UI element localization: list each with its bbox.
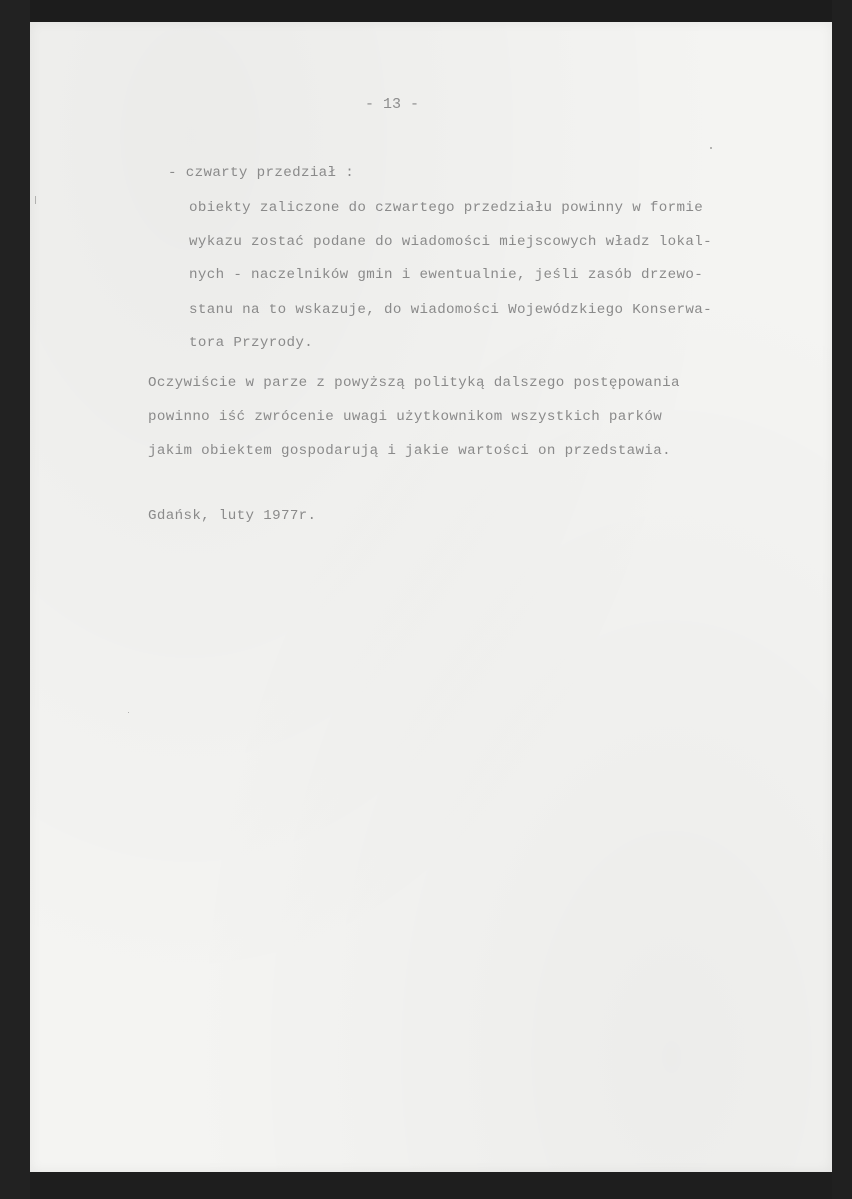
text-line: obiekty zaliczone do czwartego przedziału powinny w formie (189, 200, 704, 216)
scan-speck (710, 147, 712, 149)
text-line: powinno iść zwrócenie uwagi użytkownikom wszystkich parków (148, 409, 663, 425)
text-line: nych - naczelników gmin i ewentualnie, jeśli zasób drzewo- (189, 267, 704, 283)
text-line: jakim obiektem gospodarują i jakie wartości on przedstawia. (148, 443, 671, 459)
scan-speck (128, 712, 129, 713)
document-page (30, 22, 832, 1172)
text-line: stanu na to wskazuje, do wiadomości Wojewódzkiego Konserwa- (189, 302, 712, 318)
text-line: tora Przyrody. (189, 335, 314, 351)
place-date-line: Gdańsk, luty 1977r. (148, 508, 317, 524)
section-heading: - czwarty przedział : (168, 165, 355, 181)
scan-border-bottom (0, 1172, 852, 1199)
scan-border-right (832, 0, 852, 1199)
text-line: Oczywiście w parze z powyższą polityką dalszego postępowania (148, 375, 680, 391)
scan-border-top (0, 0, 852, 22)
scan-border-left (0, 0, 30, 1199)
page-number: - 13 - (365, 96, 420, 113)
text-line: wykazu zostać podane do wiadomości miejscowych władz lokal- (189, 234, 712, 250)
scan-speck (35, 196, 36, 204)
